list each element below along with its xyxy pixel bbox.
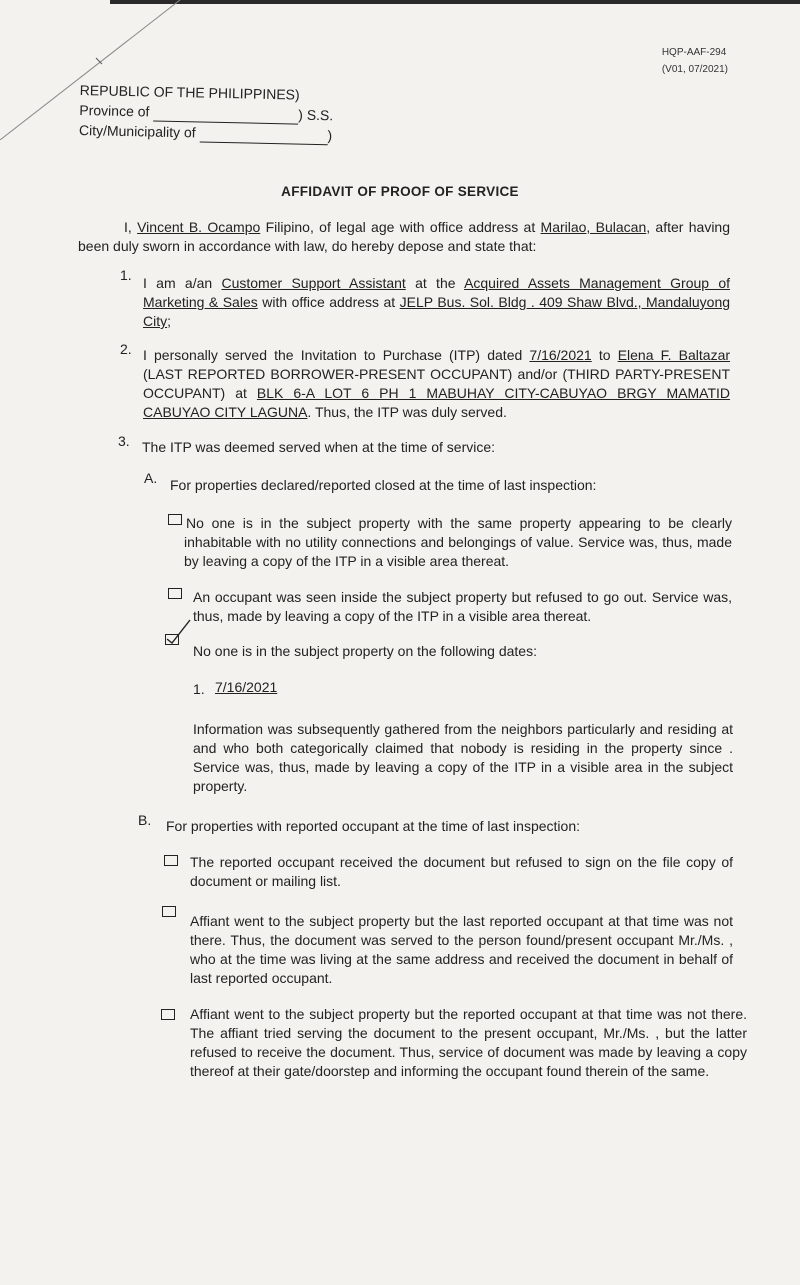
city-close: ) [327, 127, 333, 144]
form-code-number: HQP-AAF-294 [661, 47, 727, 58]
checkbox-b1[interactable] [164, 855, 178, 866]
position: Customer Support Assistant [221, 275, 406, 291]
city-line [79, 120, 333, 145]
province-label: Province of [79, 101, 150, 120]
section-a-letter: A. [144, 470, 158, 486]
checkbox-b3[interactable] [161, 1009, 175, 1020]
option-b2-text: Affiant went to the subject property but the last reported occupant at that time was not there. Thus, the document was served to the person found/present occupant Mr./Ms. , who at the time was living at the same address and received the document in behalf of last reported occupant. [190, 913, 733, 986]
intro-paragraph: I, Vincent B. Ocampo Filipino, of legal age with office address at Marilao, Bulacan, after having been duly sworn in accordance with law, do hereby depose and state that: [78, 219, 731, 254]
occupant-name: Elena F. Baltazar [617, 347, 731, 363]
republic-line: REPUBLIC OF THE PHILIPPINES) [79, 81, 300, 103]
checkbox-b2[interactable] [162, 906, 176, 917]
province-close: ) S.S. [298, 106, 334, 124]
affiant-name: Vincent B. Ocampo [137, 219, 261, 235]
form-code [662, 44, 728, 78]
item-2-number: 2. [120, 341, 132, 357]
option-b3-text: Affiant went to the subject property but the reported occupant at that time was not there. The affiant tried serving the document to the present occupant, Mr./Ms. , but the latter refused to receive the document. Thus, service of document was made by leaving a copy thereof at their gate/doorstep and informing the occupant found therein of the same. [190, 1006, 747, 1079]
venue-header [79, 80, 334, 145]
scan-edge [110, 0, 800, 4]
item-3-number: 3. [118, 433, 130, 449]
option-a1-text: No one is in the subject property with the same property appearing to be clearly inhabitable with no utility connections and belongings of value. Service was, thus, made by leaving a copy of the ITP in a visible area thereat. [184, 515, 732, 569]
checkbox-a2[interactable] [168, 588, 182, 599]
city-label: City/Municipality of [78, 121, 196, 141]
item-1-text: I am a/an Customer Support Assistant at the Acquired Assets Management Group of Marketing & Sales with office address at JELP Bus. Sol. Bldg . 409 Shaw Blvd., Mandaluyong City; [143, 275, 731, 329]
document-title: AFFIDAVIT OF PROOF OF SERVICE [281, 184, 519, 199]
form-version: (V01, 07/2021) [661, 64, 728, 75]
itp-date: 7/16/2021 [529, 347, 592, 363]
section-b-text: For properties with reported occupant at the time of last inspection: [166, 818, 580, 834]
date-list-number: 1. [193, 681, 205, 697]
section-a-text: For properties declared/reported closed at the time of last inspection: [170, 477, 597, 493]
item-1-number: 1. [120, 267, 132, 283]
office-address: JELP Bus. Sol. Bldg . 409 Shaw Blvd., Mandaluyong City [143, 294, 731, 329]
inspection-date: 7/16/2021 [215, 679, 278, 695]
city-blank [199, 128, 327, 146]
affiant-address: Marilao, Bulacan [540, 219, 647, 235]
checkbox-a1[interactable] [168, 514, 182, 525]
item-2-text: I personally served the Invitation to Purchase (ITP) dated 7/16/2021 to Elena F. Baltazar (LAST REPORTED BORROWER-PRESENT OCCUPANT) and/or (THIRD PARTY-PRESENT OCCUPANT) at BLK 6-A LOT 6 PH 1 MABUHAY CITY-CABUYAO BRGY MAMATID CABUYAO CITY LAGUNA. Thus, the ITP was duly served. [143, 347, 731, 420]
option-a3-text: No one is in the subject property on the following dates: [193, 643, 537, 659]
group: Acquired Assets Management Group of Marketing & Sales [143, 275, 731, 310]
item-3-text: The ITP was deemed served when at the time of service: [142, 439, 496, 455]
section-b-letter: B. [138, 812, 152, 828]
property-address: BLK 6-A LOT 6 PH 1 MABUHAY CITY-CABUYAO BRGY MAMATID CABUYAO CITY LAGUNA [143, 385, 731, 420]
option-a2-text: An occupant was seen inside the subject property but refused to go out. Service was, thus, made by leaving a copy of the ITP in a visible area thereat. [193, 589, 732, 624]
checkmark-icon [160, 614, 194, 648]
option-b1-text: The reported occupant received the document but refused to sign on the file copy of document or mailing list. [190, 854, 733, 889]
neighbor-info-text: Information was subsequently gathered from the neighbors particularly and residing at and who both categorically claimed that nobody is residing in the property since . Service was, thus, made by leaving a copy of the ITP in a visible area in the subject property. [193, 721, 733, 794]
